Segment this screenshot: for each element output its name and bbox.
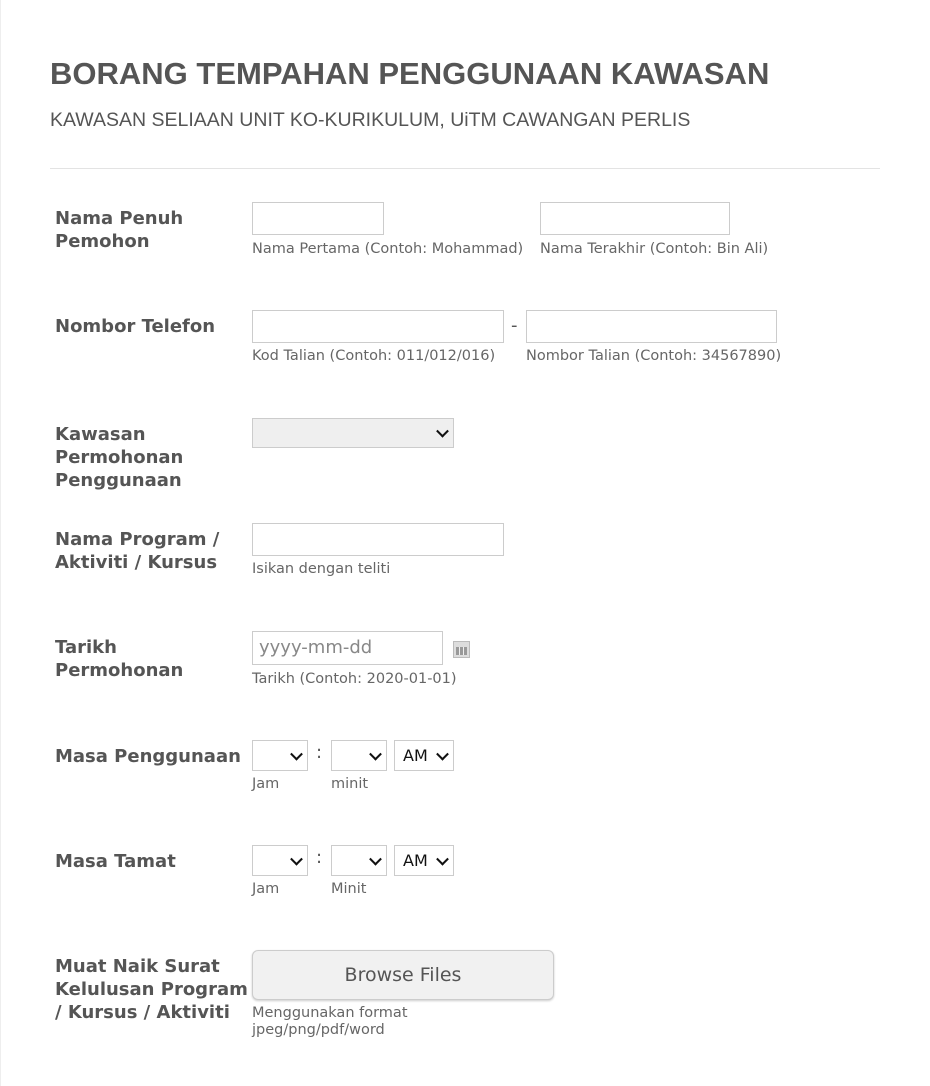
program-label: Nama Program / Aktiviti / Kursus: [55, 529, 220, 573]
end-ampm-value: AM: [403, 851, 428, 870]
chevron-down-icon: [436, 425, 449, 438]
end-minute-select[interactable]: [331, 845, 387, 876]
last-name-input[interactable]: [540, 202, 730, 235]
form-title: BORANG TEMPAHAN PENGGUNAAN KAWASAN: [50, 56, 770, 91]
chevron-down-icon: [369, 747, 382, 760]
area-select[interactable]: [252, 418, 454, 448]
name-label: Nama Penuh Pemohon: [55, 208, 184, 252]
calendar-icon[interactable]: [453, 641, 470, 658]
page-edge: [0, 0, 1, 1086]
program-sublabel: Isikan dengan teliti: [252, 561, 391, 577]
upload-label: Muat Naik Surat Kelulusan Program / Kursus / Aktiviti: [55, 956, 248, 1023]
start-minute-select[interactable]: [331, 740, 387, 771]
end-hour-select[interactable]: [252, 845, 308, 876]
first-name-input[interactable]: [252, 202, 384, 235]
chevron-down-icon: [290, 852, 303, 865]
start-ampm-value: AM: [403, 746, 428, 765]
upload-sublabel-line2: jpeg/png/pdf/word: [252, 1022, 385, 1038]
last-name-sublabel: Nama Terakhir (Contoh: Bin Ali): [540, 241, 769, 257]
chevron-down-icon: [436, 852, 449, 865]
time-colon: :: [316, 742, 323, 763]
date-placeholder: yyyy-mm-dd: [259, 637, 373, 658]
time-colon: :: [316, 847, 323, 868]
program-input[interactable]: [252, 523, 504, 556]
first-name-sublabel: Nama Pertama (Contoh: Mohammad): [252, 241, 524, 257]
start-hour-select[interactable]: [252, 740, 308, 771]
start-time-label: Masa Penggunaan: [55, 746, 241, 767]
date-input[interactable]: [252, 631, 443, 665]
chevron-down-icon: [369, 852, 382, 865]
end-hour-sublabel: Jam: [252, 881, 280, 897]
start-hour-sublabel: Jam: [252, 776, 280, 792]
chevron-down-icon: [290, 747, 303, 760]
phone-code-sublabel: Kod Talian (Contoh: 011/012/016): [252, 348, 496, 364]
browse-files-button[interactable]: Browse Files: [252, 950, 554, 1000]
phone-number-input[interactable]: [526, 310, 777, 343]
phone-code-input[interactable]: [252, 310, 504, 343]
start-ampm-select[interactable]: [394, 740, 454, 771]
end-minute-sublabel: Minit: [331, 881, 367, 897]
date-label: Tarikh Permohonan: [55, 637, 184, 681]
chevron-down-icon: [436, 747, 449, 760]
phone-label: Nombor Telefon: [55, 316, 216, 337]
upload-sublabel-line1: Menggunakan format: [252, 1005, 408, 1021]
end-time-label: Masa Tamat: [55, 851, 176, 872]
area-label: Kawasan Permohonan Penggunaan: [55, 424, 184, 491]
date-sublabel: Tarikh (Contoh: 2020-01-01): [252, 671, 457, 687]
start-minute-sublabel: minit: [331, 776, 369, 792]
phone-number-sublabel: Nombor Talian (Contoh: 34567890): [526, 348, 782, 364]
divider: [50, 168, 880, 169]
form-subtitle: KAWASAN SELIAAN UNIT KO-KURIKULUM, UiTM CAWANGAN PERLIS: [50, 109, 691, 131]
phone-separator: -: [511, 315, 518, 336]
end-ampm-select[interactable]: [394, 845, 454, 876]
